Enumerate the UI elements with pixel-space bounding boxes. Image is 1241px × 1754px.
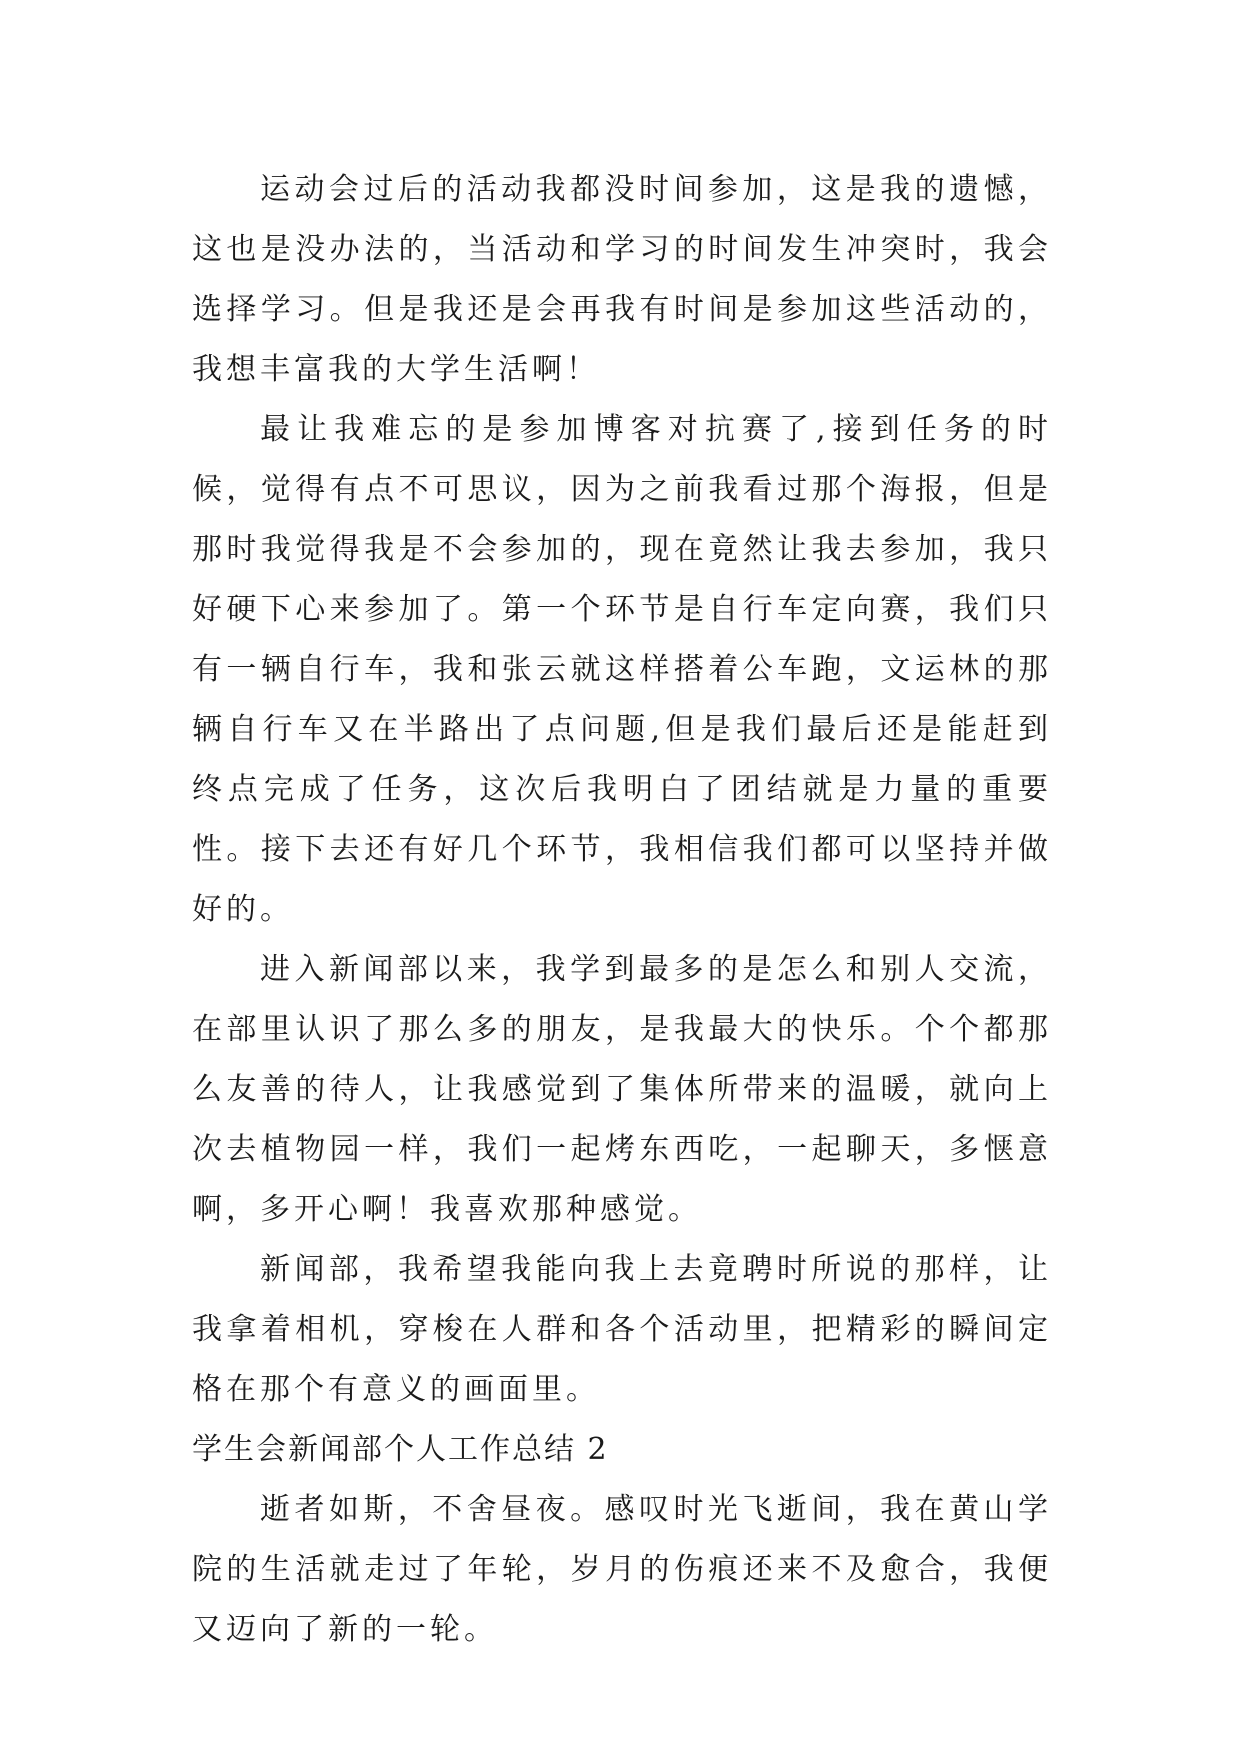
document-body: [192, 160, 1052, 1660]
section-heading: 学生会新闻部个人工作总结 2: [192, 1432, 609, 1467]
paragraph-news-department: 进入新闻部以来，我学到最多的是怎么和别人交流，在部里认识了那么多的朋友，是我最大的快乐。个个都那么友善的待人，让我感觉到了集体所带来的温暖，就向上次去植物园一样，我们一起烤东西吃，一起聊天，多惬意啊，多开心啊！我喜欢那种感觉。: [192, 952, 1052, 1227]
paragraph-sports-meet: 运动会过后的活动我都没时间参加，这是我的遗憾，这也是没办法的，当活动和学习的时间发生冲突时，我会选择学习。但是我还是会再我有时间是参加这些活动的，我想丰富我的大学生活啊！: [192, 172, 1052, 387]
paragraph-blog-contest: 最让我难忘的是参加博客对抗赛了,接到任务的时候，觉得有点不可思议，因为之前我看过那个海报，但是那时我觉得我是不会参加的，现在竟然让我去参加，我只好硬下心来参加了。第一个环节是自行车定向赛，我们只有一辆自行车，我和张云就这样搭着公车跑，文运林的那辆自行车又在半路出了点问题,但是我们最后还是能赶到终点完成了任务，这次后我明白了团结就是力量的重要性。接下去还有好几个环节，我相信我们都可以坚持并做好的。: [192, 412, 1052, 927]
paragraph-time-flies: 逝者如斯，不舍昼夜。感叹时光飞逝间，我在黄山学院的生活就走过了年轮，岁月的伤痕还来不及愈合，我便又迈向了新的一轮。: [192, 1492, 1052, 1647]
paragraph-hope: 新闻部，我希望我能向我上去竟聘时所说的那样，让我拿着相机，穿梭在人群和各个活动里，把精彩的瞬间定格在那个有意义的画面里。: [192, 1252, 1052, 1407]
